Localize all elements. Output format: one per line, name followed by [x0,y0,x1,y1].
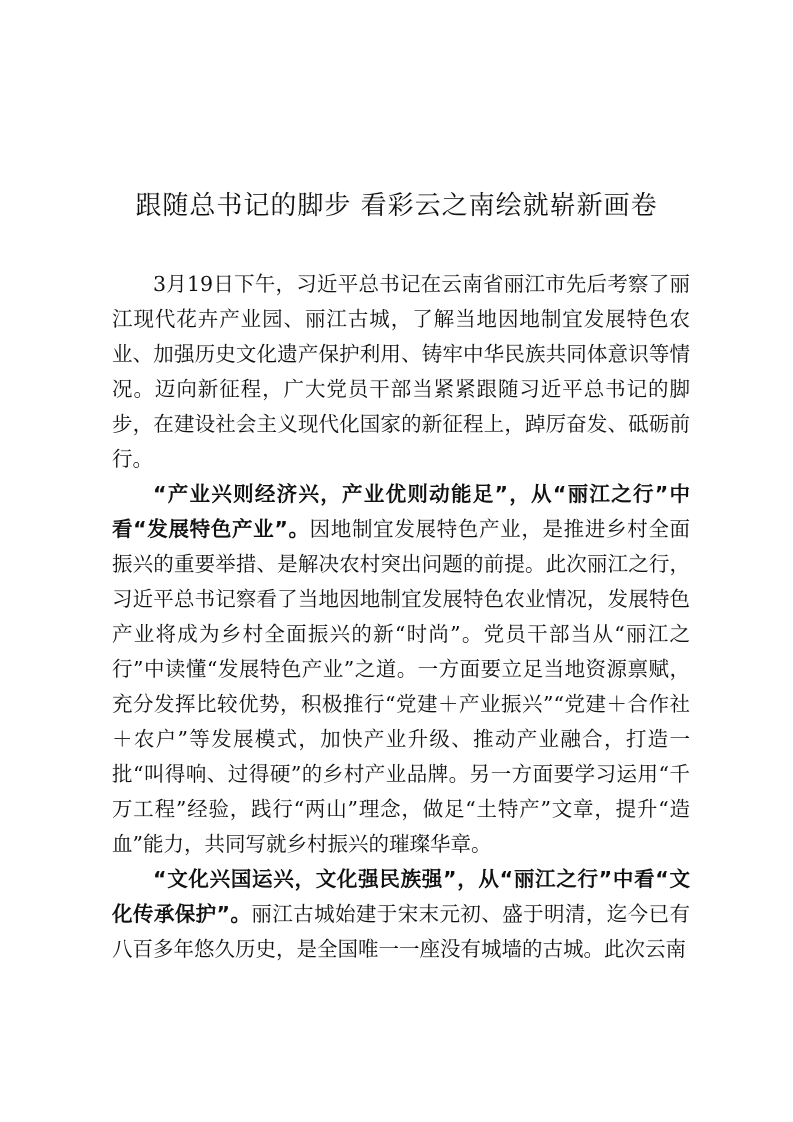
article-title: 跟随总书记的脚步 看彩云之南绘就崭新画卷 [135,191,658,221]
paragraph-3-lead: “文化兴国运兴，文化强民族强”，从“丽江之行”中看“文化传承保护”。 [112,867,690,926]
paragraph-1 [112,267,690,477]
paragraph-3 [112,862,690,967]
paragraph-3-text: 丽江古城始建于宋末元初、盛于明清，迄今已有八百多年悠久历史，是全国唯一一座没有城墙的古城。此次云南 [112,902,691,961]
paragraph-2 [112,477,690,862]
paragraph-2-lead: “产业兴则经济兴，产业优则动能足”，从“丽江之行”中看“发展特色产业”。 [112,482,690,541]
paragraph-2-text: 因地制宜发展特色产业，是推进乡村全面振兴的重要举措、是解决农村突出问题的前提。此次丽江之行，习近平总书记察看了当地因地制宜发展特色农业情况，发展特色产业将成为乡村全面振兴的新“时尚”。党员干部当从“丽江之行”中读懂“发展特色产业”之道。一方面要立足当地资源禀赋，充分发挥比较优势，积极推行“党建＋产业振兴”“党建＋合作社＋农户”等发展模式，加快产业升级、推动产业融合，打造一批“叫得响、过得硬”的乡村产业品牌。另一方面要学习运用“千万工程”经验，践行“两山”理念，做足“土特产”文章，提升“造血”能力，共同写就乡村振兴的璀璨华章。 [112,517,691,856]
paragraph-1-text: 3月19日下午，习近平总书记在云南省丽江市先后考察了丽江现代花卉产业园、丽江古城，了解当地因地制宜发展特色农业、加强历史文化遗产保护利用、铸牢中华民族共同体意识等情况。迈向新征程，广大党员干部当紧紧跟随习近平总书记的脚步，在建设社会主义现代化国家的新征程上，踔厉奋发、砥砺前行。 [112,272,690,471]
article-body [112,267,690,967]
